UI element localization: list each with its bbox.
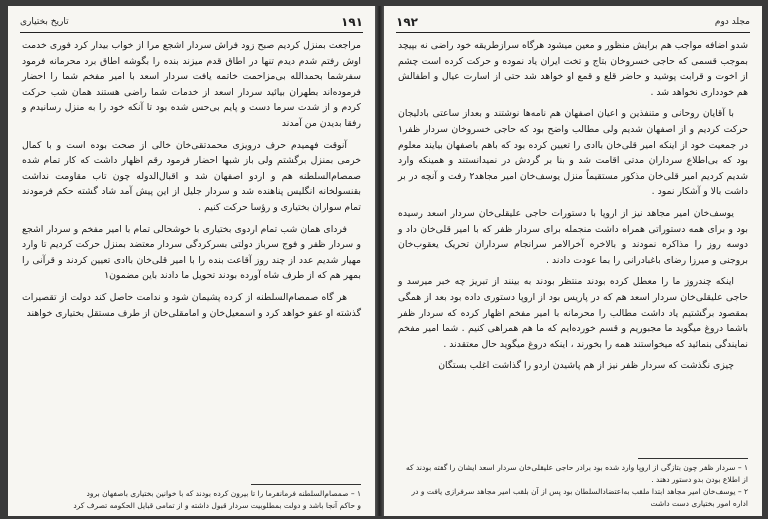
right-footnote-rule xyxy=(638,458,748,459)
left-page-body xyxy=(22,38,361,327)
left-page-header xyxy=(20,14,363,30)
left-running-title: تاریخ بختیاری xyxy=(20,17,69,27)
book-gutter xyxy=(375,6,384,516)
right-footnote-1: ۱ – سردار ظفر چون بتازگی از اروپا وارد شده بود برادر حاجی علیقلی‌خان سردار اسعد ایشان را گفته بودند که از اطلاع بودن بدو دستور دهند . xyxy=(405,463,748,484)
left-page-number: ۱۹۱ xyxy=(341,15,363,29)
right-page-header xyxy=(396,14,750,30)
right-paragraph-2: با آقایان روحانی و متنفذین و اعیان اصفهان هم نامه‌ها نوشتند و بعداز ساعتی بادلیجان حرکت کردیم و از اصفهان شدیم ولی مطالب واضح بود که حاجی خسروخان سردار ظفر۱ در جمعیت خود از اینکه امیر قلی‌خان باادی را تعیین کرده بود که باهم باصفهان بیایند معلوم بود که بی‌اطلاع سرداران مدتی اقامت شد و بنا بر گردش در نمیدانستند و همینکه وارد شدیم کردیم امیر قلی‌خان مذکور مستقیماً منزل یوسف‌خان امیر مجاهد۲ رفت و آنچه در بر داشت بالا و آشکار نمود . xyxy=(398,108,748,198)
left-footnote-1: ۱ – صمصام‌السلطنه فرمانفرما را تا بیرون کرده بودند که با خوانین بختیاری باصفهان برود xyxy=(86,489,361,498)
left-paragraph-3: فردای همان شب تمام اردوی بختیاری با خوشحالی تمام با امیر مفخم و سردار اشجع و سردار ظفر و فوج سرباز دولتی بسرکردگی سردار معتضد بمنزل حرکت کردیم تا وارد مهیار شدیم عدد از چند روز آقاعت بنده را با امیر قلی‌خان باادی تعیین کردند و قرآنی را بمهر هم که از طرف شاه آورده بودند تحویل ما دادند باین مضمون۱ xyxy=(22,223,361,282)
left-footnote-2: و حاکم آنجا باشد و دولت بمطلوبیت سردار قبول داشته و از تمامی قبایل الحکومه تصرف کرد xyxy=(73,501,361,510)
right-paragraph-3: یوسف‌خان امیر مجاهد نیز از اروپا با دستورات حاجی علیقلی‌خان سردار اسعد رسیده بود و برای همه دستوراتی همراه داشت منجمله برای سردار ظفر که با امیر قلی‌خان داد و دوسه روز را مذاکره نمودند و بالاخره آخرالامر سرانجام سرداران تحریک یعقوب‌خان بروجنی و میرزا رضای باغبادرانی را بما عودت دادند . xyxy=(398,207,748,266)
left-paragraph-1: مراجعت بمنزل کردیم صبح زود فراش سردار اشجع مرا از خواب بیدار کرد فوری خدمت اوش رفتم شدم دیدم تنها در اطاق قدم میزند بنده را بگوشه اطاق برد محرمانه فرمود سفرشما بحمدالله بی‌مزاحمت خاتمه یافت سردار اسعد با امیر مفخم شما را احضار فرموده‌اند بطهران بیائید سردار اسعد از خدمات شما راضی هستند همان شب حرکت کردم و از شدت سرما دست و پایم بی‌حس شده بود تا آنکه خود را به منزل رسانیدم و رفقا بدیدن من آمدند xyxy=(22,40,361,129)
left-footnotes xyxy=(22,488,361,512)
right-running-title: مجلد دوم xyxy=(714,17,750,27)
right-page-number: ۱۹۲ xyxy=(396,15,418,29)
right-paragraph-5: چیزی نگذشت که سردار ظفر نیز از هم پاشیدن اردو را گذاشت اغلب بستگان xyxy=(438,360,734,372)
right-footnotes xyxy=(398,462,748,510)
right-page xyxy=(384,6,762,516)
left-footnote-rule xyxy=(251,484,361,485)
right-paragraph-4: اینکه چندروز ما را معطل کرده بودند منتظر بودند به بینند از تبریز چه خبر میرسد و حاجی علیقلی‌خان سردار اسعد هم که در پاریس بود از اروپا دستوری داده بود بعد از همگی بمقصود برگشتیم یاد داشت مطالب را محرمانه با امیر مفخم اظهار کرده که سردار ظفر باشما دروغ میگوید ما مجبوریم و قسم خورده‌ایم که ما هم همراهی کنیم . شما امیر مفخم نمایندگی بنمائید که میخواستند همه را بخورند ، اینکه دروغ میگوید حال معتقدند . xyxy=(398,276,748,350)
right-page-body xyxy=(398,38,748,380)
right-footnote-2: ۲ – یوسف‌خان امیر مجاهد ابتدا ملقب به‌اعتضاد‌السلطان بود پس از آن بلقب امیر مجاهد سرفرازی یافت و در اداره امور بختیاری دست داشت xyxy=(411,487,748,508)
left-paragraph-4: هر گاه صمصام‌السلطنه از کرده پشیمان شود و ندامت حاصل کند دولت از تقصیرات گذشته او عفو خواهد کرد و اسمعیل‌خان و امامقلی‌خان از طرف مستقل بختیاری خواهند xyxy=(22,291,361,319)
left-paragraph-2: آنوقت فهمیدم حرف درویزی محمدتقی‌خان خالی از صحت بوده است و با کمال خرمی بمنزل برگشتم ولی باز شبها احضار فرمود رقم اظهار داشت که کار تمام شده صمصام‌السلطنه هم و اردو اصفهان شد و اقبال‌الدوله چون تاب مقاومت نداشت بقنسولخانه انگلیس پناهنده شد و سردار جلیل از این پیش آمد شاد گشته حکم فرمودند تمام سواران بختیاری و رؤسا حرکت کنیم . xyxy=(22,139,361,213)
left-page xyxy=(8,6,375,516)
right-paragraph-1: شدو اضافه مواجب هم برایش منظور و معین میشود هرگاه سرازطریقه خود راضی نه بپیچد بموجب قسمی که حاجی خسروخان بتاج و تخت ایران یاد نموده و حرکت کرده است چشم از اخوت و قرابت پوشید و حاضر قلع و قمع او خواهد شد حتی از اسارت عیال و اطفالش هم خودداری نخواهد شد . xyxy=(398,40,748,98)
left-header-rule xyxy=(20,32,363,33)
right-header-rule xyxy=(396,32,750,33)
